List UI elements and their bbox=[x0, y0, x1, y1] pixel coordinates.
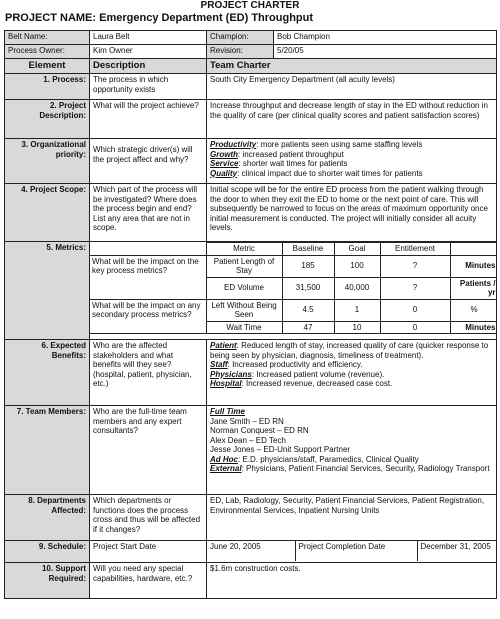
team-member: Jane Smith – ED RN bbox=[210, 416, 284, 426]
team-member: Jesse Jones – ED-Unit Support Partner bbox=[210, 445, 351, 454]
unit-value: Patients / yr bbox=[450, 277, 497, 299]
goal-value: 10 bbox=[334, 321, 380, 334]
metrics-cell bbox=[90, 242, 497, 340]
org-priority-charter bbox=[207, 139, 497, 184]
metric-name: Patient Length of Stay bbox=[206, 255, 282, 277]
owner-value: Kim Owner bbox=[90, 45, 207, 59]
process-charter: South City Emergency Department (all acuity levels) bbox=[207, 74, 497, 100]
departments-desc: Which departments or functions does the process cross and thus will be affected if it changes? bbox=[90, 495, 207, 541]
completion-date-value: December 31, 2005 bbox=[420, 542, 491, 551]
team-member: Alex Dean – ED Tech bbox=[210, 435, 286, 445]
project-description-charter: Increase throughput and decrease length of stay in the ED without reduction in the quality of care (per clinical quality scores and patient satisfaction scores) bbox=[207, 100, 497, 139]
metrics-table bbox=[90, 242, 497, 334]
priority-item: Growth: increased patient throughput bbox=[210, 149, 344, 159]
departments-charter: ED, Lab, Radiology, Security, Patient Financial Services, Patient Registration, Environmental Services, Inpatient Nursing Units bbox=[207, 495, 497, 541]
metrics-label: 5. Metrics: bbox=[5, 242, 90, 340]
priority-item: Quality: clinical impact due to shorter wait times for patients bbox=[210, 168, 423, 178]
benefit-item: Staff: Increased productivity and efficiency. bbox=[210, 360, 363, 369]
project-description-label: 2. Project Description: bbox=[5, 100, 90, 139]
process-description: The process in which opportunity exists bbox=[90, 74, 207, 100]
project-name-line bbox=[5, 12, 313, 25]
schedule-cell bbox=[207, 541, 497, 563]
team-desc: Who are the full-time team members and any expert consultants? bbox=[90, 406, 207, 495]
scope-desc: Which part of the process will be investigated? Where does the process begin and end? List any area that are not in scope. bbox=[90, 184, 207, 242]
support-label: 10. Support Required: bbox=[5, 563, 90, 599]
org-priority-label: 3. Organizational priority: bbox=[5, 139, 90, 184]
support-charter: $1.6m construction costs. bbox=[207, 563, 497, 599]
metric-name: ED Volume bbox=[206, 277, 282, 299]
project-name-value: Emergency Department (ED) Throughput bbox=[99, 12, 314, 24]
priority-item: Productivity: more patients seen using same staffing levels bbox=[210, 140, 423, 149]
team-member: Norman Conquest – ED RN bbox=[210, 426, 309, 435]
scope-label: 4. Project Scope: bbox=[5, 184, 90, 242]
key-metrics-desc: What will be the impact on the key process metrics? bbox=[90, 255, 206, 299]
unit-value: % bbox=[450, 299, 497, 321]
benefit-item: Physicians: Increased patient volume (revenue). bbox=[210, 369, 385, 379]
revision-label: Revision: bbox=[207, 45, 274, 59]
entitlement-value: 0 bbox=[380, 299, 450, 321]
start-date-value: June 20, 2005 bbox=[207, 541, 295, 561]
full-time-heading: Full Time bbox=[210, 407, 245, 416]
project-name-label: PROJECT NAME: bbox=[5, 12, 97, 24]
ad-hoc-line: Ad Hoc: E.D. physicians/staff, Paramedics, Clinical Quality bbox=[210, 454, 419, 464]
goal-value: 40,000 bbox=[334, 277, 380, 299]
benefits-charter bbox=[207, 340, 497, 406]
owner-label: Process Owner: bbox=[5, 45, 90, 59]
belt-value: Laura Belt bbox=[90, 31, 207, 45]
schedule-table bbox=[207, 541, 497, 561]
metric-name: Wait Time bbox=[206, 321, 282, 334]
baseline-header: Baseline bbox=[282, 243, 334, 256]
champion-label: Champion: bbox=[207, 31, 274, 45]
team-charter bbox=[207, 406, 497, 495]
charter-table bbox=[4, 58, 497, 599]
completion-date-label: Project Completion Date bbox=[295, 541, 417, 561]
goal-header: Goal bbox=[334, 243, 380, 256]
entitlement-value: 0 bbox=[380, 321, 450, 334]
belt-label: Belt Name: bbox=[5, 31, 90, 45]
project-description-desc: What will the project achieve? bbox=[90, 100, 207, 139]
charter-column-header: Team Charter bbox=[207, 59, 497, 74]
goal-value: 100 bbox=[334, 255, 380, 277]
entitlement-value: ? bbox=[380, 255, 450, 277]
team-label: 7. Team Members: bbox=[5, 406, 90, 495]
scope-charter: Initial scope will be for the entire ED process from the patient walking through the door to when they exit the ED to home or the next point of care. This will subsequently be narrowed to focus on the areas of maximum opportunity once initial measurement is conducted. The project will initially consider all acuity levels. bbox=[207, 184, 497, 242]
goal-value: 1 bbox=[334, 299, 380, 321]
metric-header: Metric bbox=[206, 243, 282, 256]
departments-label: 8. Departments Affected: bbox=[5, 495, 90, 541]
revision-value: 5/20/05 bbox=[274, 45, 497, 59]
entitlement-header: Entitlement bbox=[380, 243, 450, 256]
org-priority-desc: Which strategic driver(s) will the project affect and why? bbox=[90, 139, 207, 184]
benefits-label: 6. Expected Benefits: bbox=[5, 340, 90, 406]
description-column-header: Description bbox=[90, 59, 207, 74]
process-label: 1. Process: bbox=[5, 74, 90, 100]
benefits-desc: Who are the affected stakeholders and what benefits will they see? (hospital, patient, physician, etc.) bbox=[90, 340, 207, 406]
unit-value: Minutes bbox=[450, 321, 497, 334]
champion-value: Bob Champion bbox=[274, 31, 497, 45]
benefit-item: Hospital: Increased revenue, decreased case cost. bbox=[210, 379, 393, 388]
header-info-table bbox=[4, 30, 497, 59]
start-date-label: Project Start Date bbox=[90, 541, 207, 563]
support-desc: Will you need any special capabilities, hardware, etc.? bbox=[90, 563, 207, 599]
baseline-value: 47 bbox=[282, 321, 334, 334]
benefit-item: Patient: Reduced length of stay, increased quality of care (quicker response to being seen by physician, diagnosis, timeliness of treatment). bbox=[210, 341, 489, 360]
baseline-value: 4.5 bbox=[282, 299, 334, 321]
document-title: PROJECT CHARTER bbox=[200, 0, 300, 11]
entitlement-value: ? bbox=[380, 277, 450, 299]
schedule-label: 9. Schedule: bbox=[5, 541, 90, 563]
secondary-metrics-desc: What will be the impact on any secondary process metrics? bbox=[90, 299, 206, 334]
metric-name: Left Without Being Seen bbox=[206, 299, 282, 321]
priority-item: Service: shorter wait times for patients bbox=[210, 159, 348, 168]
baseline-value: 185 bbox=[282, 255, 334, 277]
unit-value: Minutes bbox=[450, 255, 497, 277]
unit-header bbox=[450, 243, 497, 256]
external-line: External: Physicians, Patient Financial Services, Security, Radiology Transport bbox=[210, 464, 490, 473]
element-column-header: Element bbox=[5, 59, 90, 74]
baseline-value: 31,500 bbox=[282, 277, 334, 299]
